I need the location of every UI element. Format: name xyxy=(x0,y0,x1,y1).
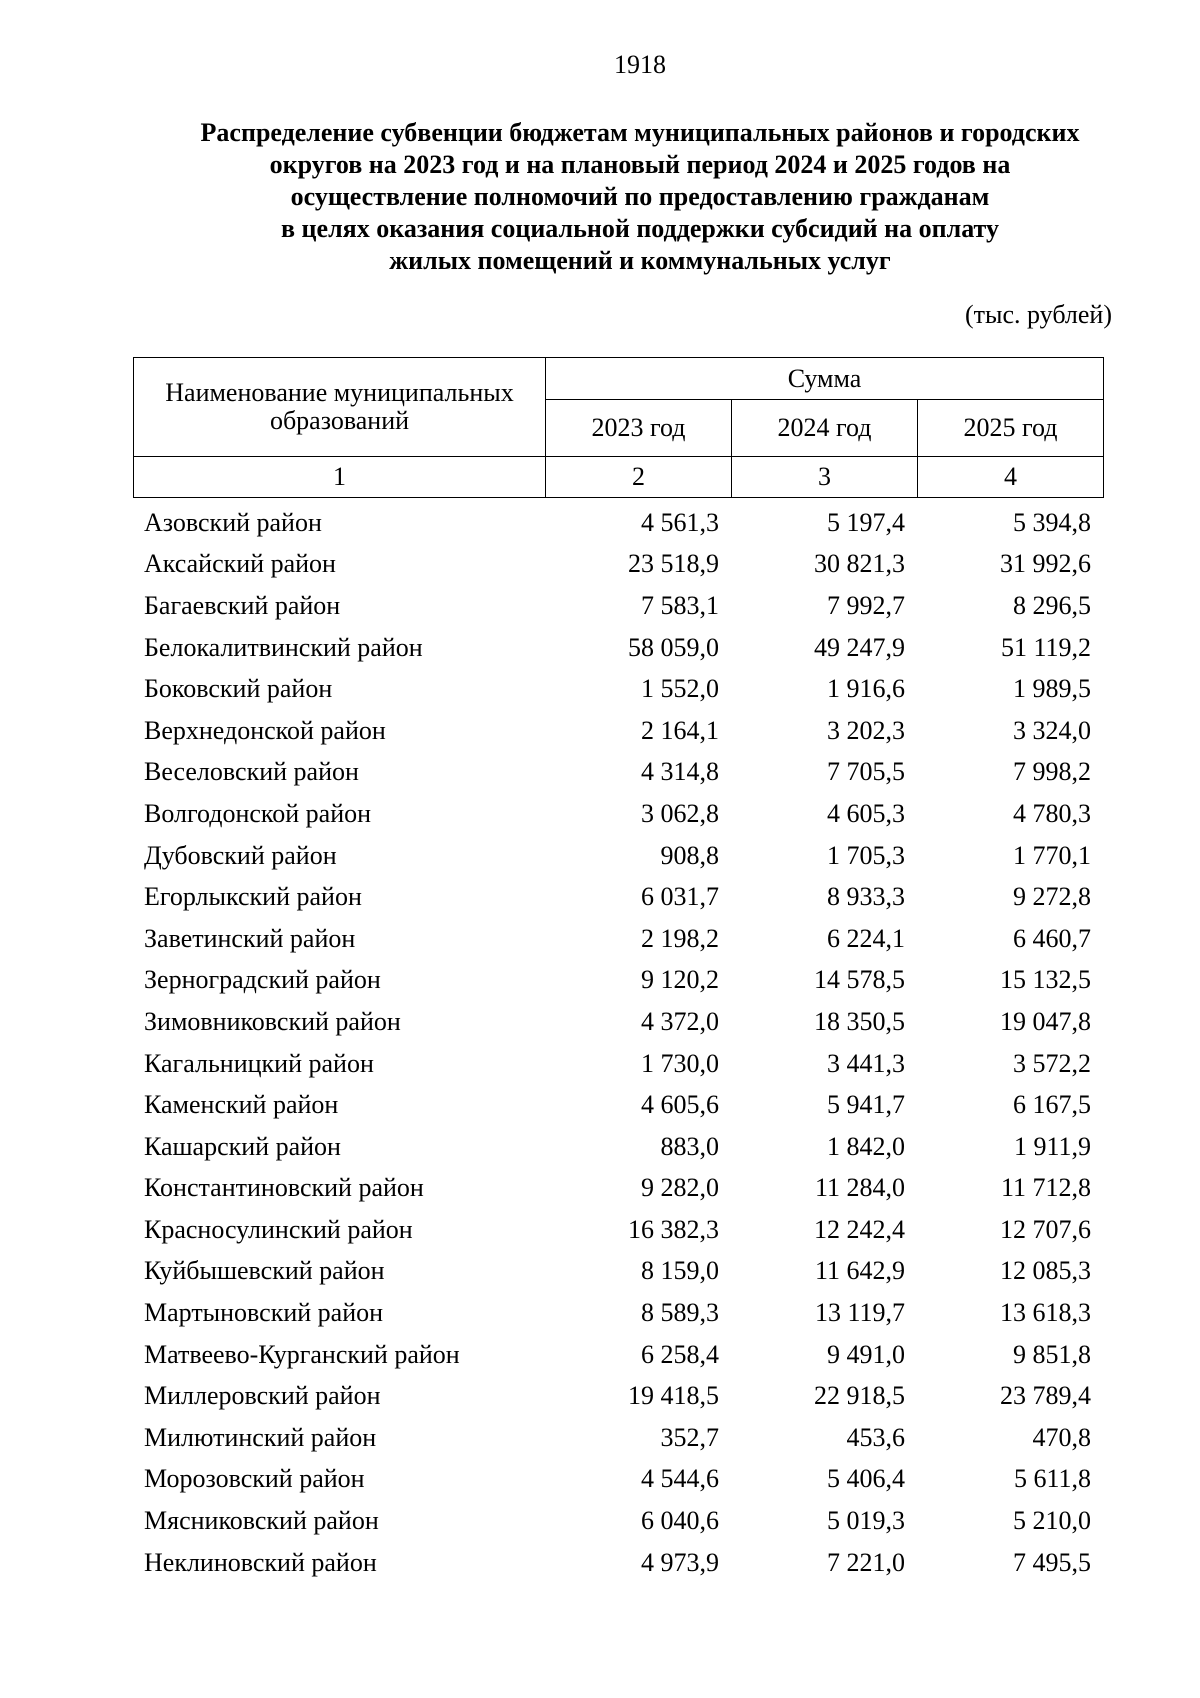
column-number: 3 xyxy=(732,457,918,498)
row-value-2025: 9 272,8 xyxy=(1013,882,1091,912)
row-value-2025: 7 998,2 xyxy=(1013,757,1091,787)
row-name: Морозовский район xyxy=(144,1464,365,1494)
row-name: Куйбышевский район xyxy=(144,1256,385,1286)
row-value-2024: 12 242,4 xyxy=(814,1214,905,1244)
header-year-2025: 2025 год xyxy=(918,400,1104,457)
row-name: Кагальницкий район xyxy=(144,1048,374,1078)
header-year-2024: 2024 год xyxy=(732,400,918,457)
column-number: 4 xyxy=(918,457,1104,498)
row-value-2025: 7 495,5 xyxy=(1013,1547,1091,1577)
row-value-2023: 908,8 xyxy=(660,840,719,870)
row-value-2024: 1 842,0 xyxy=(827,1131,905,1161)
table-row xyxy=(133,1542,1103,1584)
row-value-2025: 470,8 xyxy=(1032,1422,1091,1452)
row-value-2023: 9 120,2 xyxy=(641,965,719,995)
row-value-2025: 8 296,5 xyxy=(1013,590,1091,620)
row-value-2024: 3 441,3 xyxy=(827,1048,905,1078)
row-value-2025: 31 992,6 xyxy=(1000,549,1091,579)
row-value-2025: 51 119,2 xyxy=(1000,632,1091,662)
row-name: Зерноградский район xyxy=(144,965,381,995)
row-value-2024: 453,6 xyxy=(846,1422,905,1452)
row-value-2025: 4 780,3 xyxy=(1013,798,1091,828)
row-name: Мартыновский район xyxy=(144,1298,384,1328)
row-name: Красносулинский район xyxy=(144,1214,413,1244)
row-name: Миллеровский район xyxy=(144,1381,381,1411)
table-row xyxy=(133,1084,1103,1126)
row-value-2023: 4 561,3 xyxy=(641,507,719,537)
title-line: Распределение субвенции бюджетам муниципальных районов и городских xyxy=(200,118,1080,147)
row-value-2023: 23 518,9 xyxy=(628,549,719,579)
row-name: Каменский район xyxy=(144,1090,339,1120)
row-value-2025: 3 572,2 xyxy=(1013,1048,1091,1078)
row-value-2024: 11 284,0 xyxy=(814,1173,905,1203)
row-value-2023: 1 730,0 xyxy=(641,1048,719,1078)
row-value-2023: 352,7 xyxy=(660,1422,719,1452)
header-name-column: Наименование муниципальных образований xyxy=(134,358,546,457)
column-number: 1 xyxy=(134,457,546,498)
table-row xyxy=(133,1500,1103,1542)
row-value-2025: 23 789,4 xyxy=(1000,1381,1091,1411)
row-value-2023: 4 973,9 xyxy=(641,1547,719,1577)
row-value-2023: 7 583,1 xyxy=(641,590,719,620)
table-row xyxy=(133,835,1103,877)
table-row xyxy=(133,1043,1103,1085)
row-value-2023: 4 372,0 xyxy=(641,1006,719,1036)
row-name: Азовский район xyxy=(144,507,322,537)
row-name: Неклиновский район xyxy=(144,1547,377,1577)
row-value-2025: 3 324,0 xyxy=(1013,715,1091,745)
table-body xyxy=(133,502,1103,1583)
row-name: Белокалитвинский район xyxy=(144,632,423,662)
table-row xyxy=(133,752,1103,794)
row-name: Боковский район xyxy=(144,674,333,704)
row-value-2023: 2 164,1 xyxy=(641,715,719,745)
row-value-2024: 7 992,7 xyxy=(827,590,905,620)
table-row xyxy=(133,627,1103,669)
row-value-2025: 19 047,8 xyxy=(1000,1006,1091,1036)
row-value-2024: 22 918,5 xyxy=(814,1381,905,1411)
row-value-2024: 5 941,7 xyxy=(827,1090,905,1120)
row-value-2024: 5 019,3 xyxy=(827,1506,905,1536)
table-row xyxy=(133,1001,1103,1043)
row-value-2025: 5 394,8 xyxy=(1013,507,1091,537)
row-value-2024: 9 491,0 xyxy=(827,1339,905,1369)
row-value-2025: 13 618,3 xyxy=(1000,1298,1091,1328)
table-row xyxy=(133,1251,1103,1293)
row-name: Милютинский район xyxy=(144,1422,377,1452)
row-value-2023: 8 159,0 xyxy=(641,1256,719,1286)
row-value-2025: 11 712,8 xyxy=(1000,1173,1091,1203)
row-value-2023: 4 605,6 xyxy=(641,1090,719,1120)
table-row xyxy=(133,1334,1103,1376)
row-value-2023: 16 382,3 xyxy=(628,1214,719,1244)
row-value-2024: 3 202,3 xyxy=(827,715,905,745)
row-name: Егорлыкский район xyxy=(144,882,362,912)
row-name: Веселовский район xyxy=(144,757,359,787)
table-row xyxy=(133,502,1103,544)
row-value-2024: 7 705,5 xyxy=(827,757,905,787)
table-row xyxy=(133,1459,1103,1501)
title-line: в целях оказания социальной поддержки субсидий на оплату xyxy=(281,214,999,243)
row-name: Мясниковский район xyxy=(144,1506,379,1536)
row-value-2024: 49 247,9 xyxy=(814,632,905,662)
table-row xyxy=(133,1292,1103,1334)
row-value-2025: 12 085,3 xyxy=(1000,1256,1091,1286)
row-value-2024: 18 350,5 xyxy=(814,1006,905,1036)
table-row xyxy=(133,668,1103,710)
row-name: Константиновский район xyxy=(144,1173,424,1203)
row-value-2023: 6 258,4 xyxy=(641,1339,719,1369)
title-line: жилых помещений и коммунальных услуг xyxy=(389,246,891,275)
row-value-2025: 1 911,9 xyxy=(1013,1131,1091,1161)
row-value-2023: 6 040,6 xyxy=(641,1506,719,1536)
title-line: осуществление полномочий по предоставлению гражданам xyxy=(290,182,990,211)
row-value-2023: 8 589,3 xyxy=(641,1298,719,1328)
row-value-2024: 5 406,4 xyxy=(827,1464,905,1494)
row-name: Заветинский район xyxy=(144,923,356,953)
table-row xyxy=(133,793,1103,835)
row-value-2024: 5 197,4 xyxy=(827,507,905,537)
row-value-2025: 9 851,8 xyxy=(1013,1339,1091,1369)
table-row xyxy=(133,710,1103,752)
row-value-2025: 6 167,5 xyxy=(1013,1090,1091,1120)
table-row xyxy=(133,585,1103,627)
header-sum: Сумма xyxy=(546,358,1104,400)
table-row xyxy=(133,960,1103,1002)
row-value-2024: 8 933,3 xyxy=(827,882,905,912)
row-name: Аксайский район xyxy=(144,549,336,579)
row-value-2023: 4 314,8 xyxy=(641,757,719,787)
row-name: Зимовниковский район xyxy=(144,1006,401,1036)
table-row xyxy=(133,876,1103,918)
row-name: Верхнедонской район xyxy=(144,715,386,745)
row-value-2023: 4 544,6 xyxy=(641,1464,719,1494)
row-value-2024: 1 916,6 xyxy=(827,674,905,704)
row-value-2023: 6 031,7 xyxy=(641,882,719,912)
row-name: Багаевский район xyxy=(144,590,341,620)
row-value-2025: 5 611,8 xyxy=(1013,1464,1091,1494)
row-value-2023: 2 198,2 xyxy=(641,923,719,953)
row-name: Кашарский район xyxy=(144,1131,341,1161)
row-name: Матвеево-Курганский район xyxy=(144,1339,460,1369)
header-year-2023: 2023 год xyxy=(546,400,732,457)
row-value-2024: 14 578,5 xyxy=(814,965,905,995)
table-row xyxy=(133,1417,1103,1459)
row-value-2023: 9 282,0 xyxy=(641,1173,719,1203)
units-label: (тыс. рублей) xyxy=(964,300,1112,329)
row-value-2024: 7 221,0 xyxy=(827,1547,905,1577)
title-line: округов на 2023 год и на плановый период 2024 и 2025 годов на xyxy=(269,150,1011,179)
row-value-2024: 30 821,3 xyxy=(814,549,905,579)
table-row xyxy=(133,918,1103,960)
row-value-2025: 12 707,6 xyxy=(1000,1214,1091,1244)
table-row xyxy=(133,544,1103,586)
row-value-2025: 1 989,5 xyxy=(1013,674,1091,704)
row-value-2024: 1 705,3 xyxy=(827,840,905,870)
row-value-2025: 1 770,1 xyxy=(1013,840,1091,870)
row-value-2023: 19 418,5 xyxy=(628,1381,719,1411)
row-value-2024: 6 224,1 xyxy=(827,923,905,953)
row-value-2025: 6 460,7 xyxy=(1013,923,1091,953)
table-header xyxy=(133,357,1104,498)
column-number: 2 xyxy=(546,457,732,498)
document-title xyxy=(80,117,1200,277)
row-value-2023: 1 552,0 xyxy=(641,674,719,704)
row-value-2023: 3 062,8 xyxy=(641,798,719,828)
table-row xyxy=(133,1126,1103,1168)
table-row xyxy=(133,1375,1103,1417)
row-name: Дубовский район xyxy=(144,840,337,870)
table-row xyxy=(133,1209,1103,1251)
row-value-2025: 5 210,0 xyxy=(1013,1506,1091,1536)
page-number: 1918 xyxy=(614,50,666,79)
table-row xyxy=(133,1168,1103,1210)
row-value-2023: 883,0 xyxy=(660,1131,719,1161)
row-value-2024: 11 642,9 xyxy=(814,1256,905,1286)
row-value-2025: 15 132,5 xyxy=(1000,965,1091,995)
row-value-2024: 13 119,7 xyxy=(814,1298,905,1328)
row-name: Волгодонской район xyxy=(144,798,372,828)
row-value-2023: 58 059,0 xyxy=(628,632,719,662)
row-value-2024: 4 605,3 xyxy=(827,798,905,828)
